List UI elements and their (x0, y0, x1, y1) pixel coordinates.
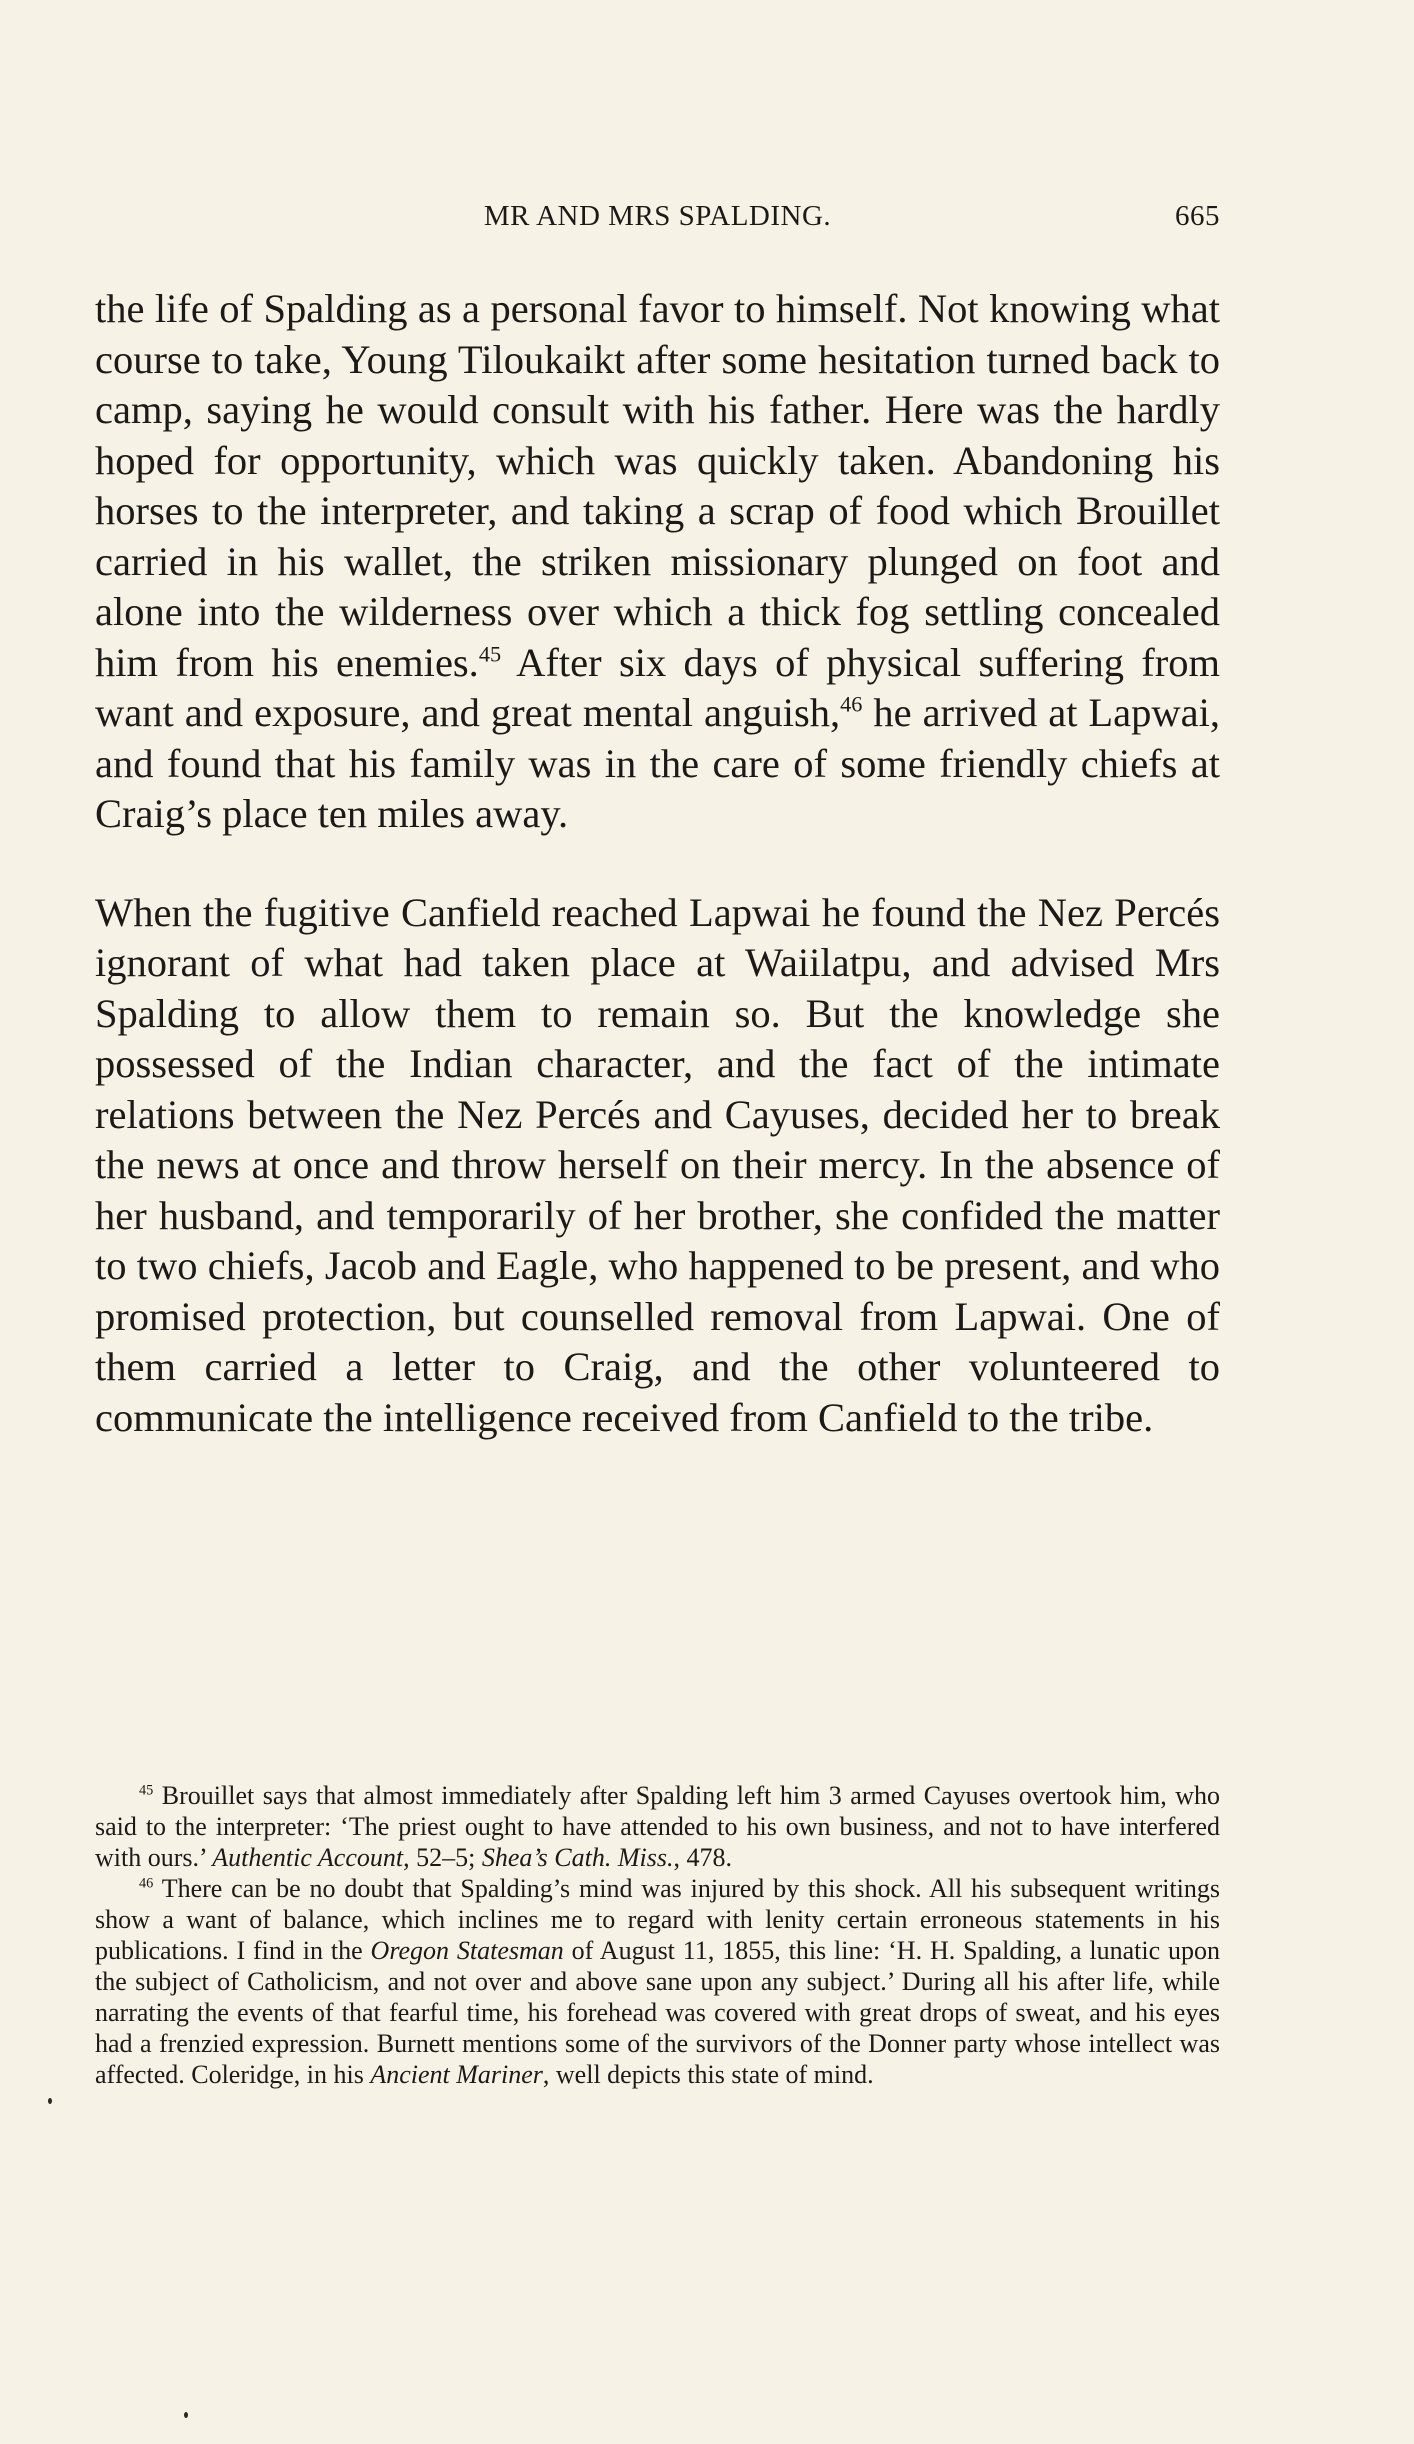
paragraph-1-part-3: he arrived at Lapwai, and found that his family was in the care of some friendly chiefs at Craig’s place ten miles away. (95, 690, 1220, 836)
paragraph-1-part-1: the life of Spalding as a personal favor to himself. Not knowing what course to take, Young Tiloukaikt after some hesitation turned back to camp, saying he would consult with his father. Here was the hardly hoped for opportunity, which was quickly taken. Abandoning his horses to the interpreter, and taking a scrap of food which Brouillet carried in his wallet, the striken missionary plunged on foot and alone into the wilderness over which a thick fog settling concealed him from his enemies. (95, 286, 1220, 685)
footnote-46 (95, 1873, 1220, 2090)
paragraph-1 (95, 284, 1220, 840)
body-text (95, 284, 1220, 1443)
footnote-46-text-1: There can be no doubt that Spalding’s mind was injured by this shock. All his subsequent writings show a want of balance, which inclines me to regard with lenity certain erroneous statements in his publications. I find in the (95, 1874, 1220, 1965)
footnote-46-text-2: of August 11, 1855, this line: ‘H. H. Spalding, a lunatic upon the subject of Catholicism, and not over and above sane upon any subject.’ During all his after life, while narrating the events of that fearful time, his forehead was covered with great drops of sweat, and his eyes had a frenzied expression. Burnett mentions some of the survivors of the Donner party whose intellect was affected. Coleridge, in his (95, 1936, 1221, 2089)
footnote-ref-45: 45 (478, 641, 502, 666)
footnote-marker-45: 45 (139, 1782, 154, 1799)
footnote-46-citation-2: Ancient Mariner (370, 2060, 543, 2089)
ink-speck (48, 2098, 52, 2104)
page-number: 665 (1175, 200, 1220, 232)
footnote-45-text-2: , 52–5; (403, 1843, 482, 1872)
footnote-46-citation-1: Oregon Statesman (370, 1936, 564, 1965)
footnote-45 (95, 1780, 1220, 1873)
running-title: MR AND MRS SPALDING. (483, 200, 832, 232)
footnote-46-text-3: , well depicts this state of mind. (542, 2060, 874, 2089)
paragraph-1-part-2: After six days of physical suffering from want and exposure, and great mental anguish, (95, 639, 1220, 735)
footnote-marker-46: 46 (139, 1875, 154, 1892)
footnote-45-text-1: Brouillet says that almost immediately after Spalding left him 3 armed Cayuses overtook him, who said to the interpreter: ‘The priest ought to have attended to his own business, and not to have interfered with ours.’ (95, 1781, 1220, 1872)
footnote-45-citation-2: Shea’s Cath. Miss. (481, 1843, 674, 1872)
running-head (95, 200, 1220, 240)
paragraph-2: When the fugitive Canfield reached Lapwai he found the Nez Percés ignorant of what had taken place at Waiilatpu, and advised Mrs Spalding to allow them to remain so. But the knowledge she possessed of the Indian character, and the fact of the intimate relations between the Nez Percés and Cayuses, decided her to break the news at once and throw herself on their mercy. In the absence of her husband, and temporarily of her brother, she confided the matter to two chiefs, Jacob and Eagle, who happened to be present, and who promised protection, but counselled removal from Lapwai. One of them carried a letter to Craig, and the other volunteered to communicate the intelligence received from Canfield to the tribe. (95, 889, 1220, 1440)
footnote-ref-46: 46 (840, 691, 863, 717)
ink-speck (184, 2412, 188, 2418)
footnote-45-citation-1: Authentic Account (212, 1843, 404, 1872)
footnotes (95, 1780, 1220, 2090)
footnote-45-text-3: , 478. (673, 1843, 732, 1872)
